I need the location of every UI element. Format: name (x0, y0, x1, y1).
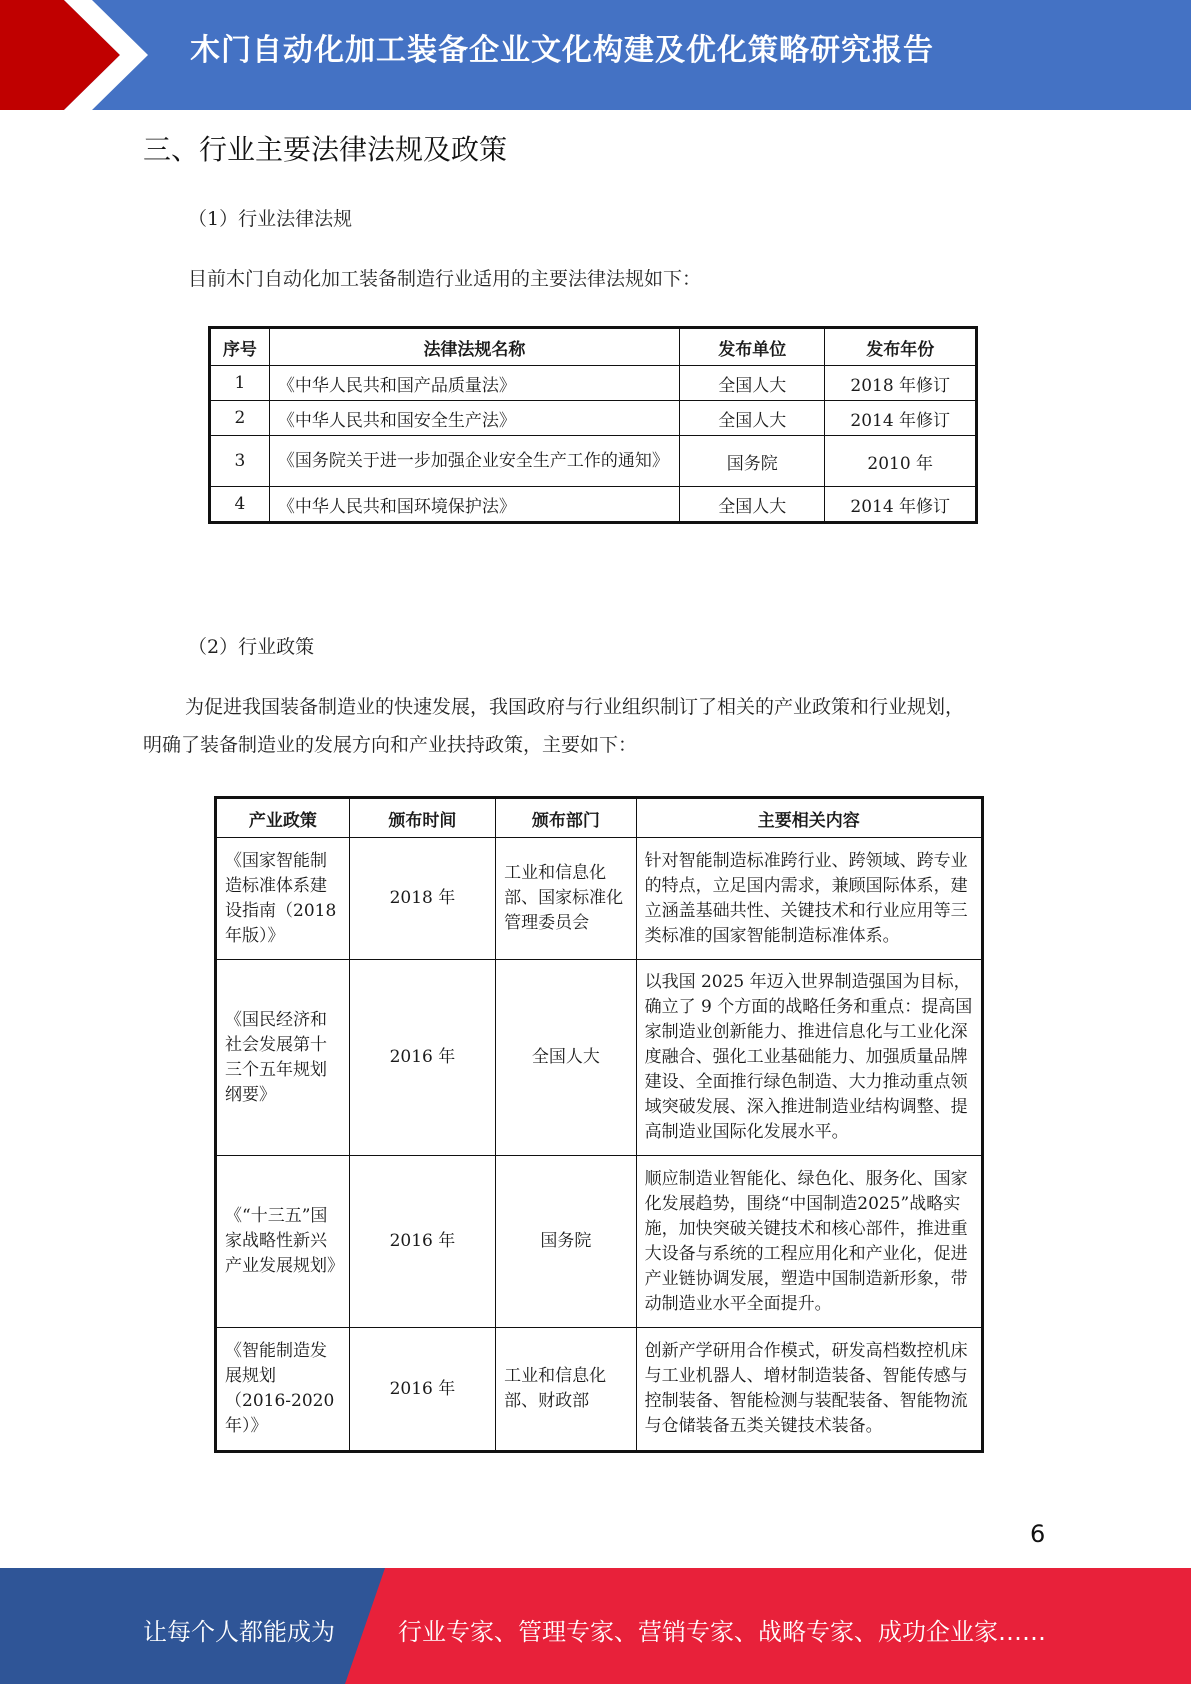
laws-table (208, 326, 978, 524)
policy-department: 全国人大 (496, 960, 636, 1156)
header-cell: 发布单位 (680, 328, 825, 366)
header-cell: 主要相关内容 (636, 798, 982, 838)
law-year: 2010 年 (825, 436, 977, 487)
law-name: 《国务院关于进一步加强企业安全生产工作的通知》 (269, 436, 679, 487)
laws-intro: 目前木门自动化加工装备制造行业适用的主要法律法规如下： (188, 268, 702, 290)
policy-department: 国务院 (496, 1156, 636, 1328)
policy-intro-line2: 明确了装备制造业的发展方向和产业扶持政策，主要如下： (143, 734, 638, 756)
policy-date: 2016 年 (349, 1328, 495, 1452)
table-header-row (216, 798, 983, 838)
law-index: 4 (210, 487, 270, 523)
policy-content: 针对智能制造标准跨行业、跨领域、跨专业的特点，立足国内需求，兼顾国际体系，建立涵盖基础共性、关键技术和行业应用等三类标准的国家智能制造标准体系。 (636, 838, 982, 960)
header-cell: 产业政策 (216, 798, 350, 838)
law-issuer: 全国人大 (680, 366, 825, 401)
law-year: 2014 年修订 (825, 401, 977, 436)
header-title: 木门自动化加工装备企业文化构建及优化策略研究报告 (190, 33, 934, 68)
law-issuer: 国务院 (680, 436, 825, 487)
header-cell: 法律法规名称 (269, 328, 679, 366)
law-name: 《中华人民共和国产品质量法》 (269, 366, 679, 401)
law-index: 1 (210, 366, 270, 401)
table-header-row (210, 328, 977, 366)
law-name: 《中华人民共和国安全生产法》 (269, 401, 679, 436)
table-row (210, 487, 977, 523)
table-row (216, 960, 983, 1156)
policy-name: 《“十三五”国家战略性新兴产业发展规划》 (216, 1156, 350, 1328)
policy-content: 顺应制造业智能化、绿色化、服务化、国家化发展趋势，围绕“中国制造2025”战略实施，加快突破关键技术和核心部件，推进重大设备与系统的工程应用化和产业化，促进产业链协调发展，塑造中国制造新形象，带动制造业水平全面提升。 (636, 1156, 982, 1328)
page-number: 6 (1030, 1520, 1046, 1548)
table-row (210, 401, 977, 436)
subsection-policy-title: （2）行业政策 (188, 636, 315, 658)
law-index: 2 (210, 401, 270, 436)
header-cell: 颁布时间 (349, 798, 495, 838)
footer-slogan-right: 行业专家、管理专家、营销专家、战略专家、成功企业家…… (398, 1618, 1046, 1646)
law-year: 2018 年修订 (825, 366, 977, 401)
law-index: 3 (210, 436, 270, 487)
table-row (216, 1328, 983, 1452)
policy-table (214, 796, 984, 1453)
table-row (210, 366, 977, 401)
header-cell: 序号 (210, 328, 270, 366)
table-row (210, 436, 977, 487)
law-issuer: 全国人大 (680, 401, 825, 436)
policy-date: 2016 年 (349, 1156, 495, 1328)
header-cell: 发布年份 (825, 328, 977, 366)
policy-date: 2018 年 (349, 838, 495, 960)
policy-name: 《智能制造发展规划（2016-2020年）》 (216, 1328, 350, 1452)
law-issuer: 全国人大 (680, 487, 825, 523)
policy-name: 《国民经济和社会发展第十三个五年规划纲要》 (216, 960, 350, 1156)
table-row (216, 838, 983, 960)
law-name: 《中华人民共和国环境保护法》 (269, 487, 679, 523)
subsection-laws-title: （1）行业法律法规 (188, 208, 353, 230)
policy-date: 2016 年 (349, 960, 495, 1156)
policy-department: 工业和信息化部、财政部 (496, 1328, 636, 1452)
header-cell: 颁布部门 (496, 798, 636, 838)
header-banner (0, 0, 1191, 110)
policy-department: 工业和信息化部、国家标准化管理委员会 (496, 838, 636, 960)
policy-content: 创新产学研用合作模式，研发高档数控机床与工业机器人、增材制造装备、智能传感与控制装备、智能检测与装配装备、智能物流与仓储装备五类关键技术装备。 (636, 1328, 982, 1452)
policy-intro-line1: 为促进我国装备制造业的快速发展，我国政府与行业组织制订了相关的产业政策和行业规划， (185, 696, 965, 718)
policy-name: 《国家智能制造标准体系建设指南（2018年版）》 (216, 838, 350, 960)
law-year: 2014 年修订 (825, 487, 977, 523)
policy-content: 以我国 2025 年迈入世界制造强国为目标，确立了 9 个方面的战略任务和重点：提高国家制造业创新能力、推进信息化与工业化深度融合、强化工业基础能力、加强质量品牌建设、全面推行绿色制造、大力推动重点领域突破发展、深入推进制造业结构调整、提高制造业国际化发展水平。 (636, 960, 982, 1156)
table-row (216, 1156, 983, 1328)
footer-slogan-left: 让每个人都能成为 (143, 1618, 335, 1646)
section-title: 三、行业主要法律法规及政策 (143, 133, 508, 166)
